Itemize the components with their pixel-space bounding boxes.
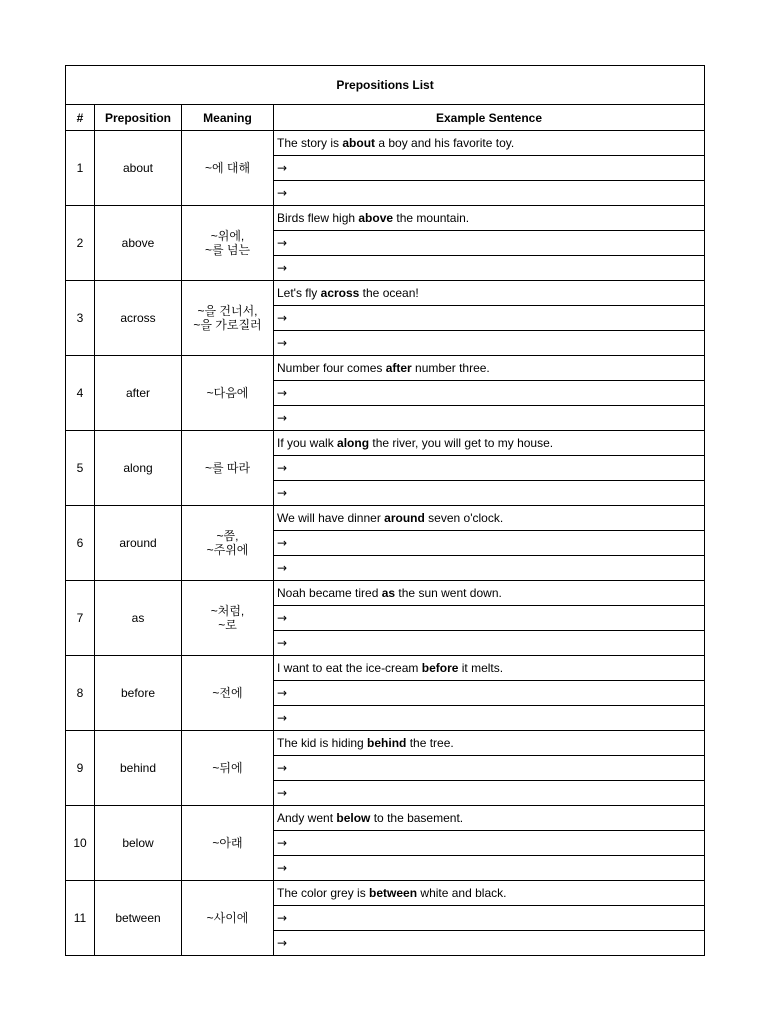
sentence-text: the sun went down.: [395, 586, 502, 600]
arrow-icon: →: [277, 936, 288, 950]
sentence-keyword: below: [336, 811, 371, 825]
arrow-icon: →: [277, 486, 288, 500]
arrow-icon: →: [277, 336, 288, 350]
sentence-text: If you walk: [277, 436, 338, 450]
arrow-icon: →: [277, 611, 288, 625]
preposition-word: before: [95, 656, 182, 731]
table-row: [66, 581, 705, 606]
sentence-text: Let's fly: [277, 286, 321, 300]
table-row: [66, 206, 705, 231]
meaning-cell: [182, 506, 274, 581]
arrow-icon: →: [277, 261, 288, 275]
answer-line[interactable]: [274, 681, 705, 706]
row-number: 8: [66, 656, 95, 731]
preposition-word: around: [95, 506, 182, 581]
table-row: [66, 356, 705, 381]
sentence-text: Number four comes: [277, 361, 386, 375]
preposition-word: below: [95, 806, 182, 881]
answer-line[interactable]: [274, 331, 705, 356]
meaning-line: ~아래: [212, 836, 243, 850]
table-row: [66, 806, 705, 831]
preposition-word: between: [95, 881, 182, 956]
sentence-text: number three.: [411, 361, 490, 375]
sentence-keyword: above: [358, 211, 394, 225]
sentence-text: I want to eat the ice-cream: [277, 661, 422, 675]
arrow-icon: →: [277, 536, 288, 550]
sentence-text: Noah became tired: [277, 586, 382, 600]
answer-line[interactable]: [274, 381, 705, 406]
table-row: [66, 506, 705, 531]
example-sentence: [274, 356, 705, 381]
answer-line[interactable]: [274, 906, 705, 931]
table-row: [66, 881, 705, 906]
sentence-text: it melts.: [458, 661, 504, 675]
example-sentence: [274, 206, 705, 231]
answer-line[interactable]: [274, 456, 705, 481]
header-number: #: [66, 105, 95, 131]
sentence-text: We will have dinner: [277, 511, 385, 525]
row-number: 11: [66, 881, 95, 956]
meaning-line: ~를 넘는: [204, 243, 251, 257]
sentence-text: white and black.: [417, 886, 507, 900]
example-sentence: [274, 881, 705, 906]
table-row: [66, 656, 705, 681]
preposition-word: along: [95, 431, 182, 506]
sentence-text: the tree.: [406, 736, 454, 750]
preposition-word: about: [95, 131, 182, 206]
worksheet: [65, 65, 704, 950]
answer-line[interactable]: [274, 256, 705, 281]
answer-line[interactable]: [274, 531, 705, 556]
row-number: 9: [66, 731, 95, 806]
meaning-line: ~위에,: [210, 229, 245, 243]
answer-line[interactable]: [274, 156, 705, 181]
sentence-text: The kid is hiding: [277, 736, 368, 750]
example-sentence: [274, 281, 705, 306]
meaning-line: ~에 대해: [204, 161, 251, 175]
preposition-word: as: [95, 581, 182, 656]
arrow-icon: →: [277, 636, 288, 650]
row-number: 6: [66, 506, 95, 581]
row-number: 5: [66, 431, 95, 506]
row-number: 4: [66, 356, 95, 431]
table-title: Prepositions List: [66, 66, 705, 105]
row-number: 1: [66, 131, 95, 206]
sentence-keyword: between: [369, 886, 418, 900]
meaning-line: ~을 건너서,: [197, 304, 258, 318]
sentence-text: Birds flew high: [277, 211, 359, 225]
arrow-icon: →: [277, 786, 288, 800]
table-row: [66, 731, 705, 756]
preposition-word: above: [95, 206, 182, 281]
answer-line[interactable]: [274, 856, 705, 881]
meaning-line: ~뒤에: [212, 761, 243, 775]
header-meaning: Meaning: [182, 105, 274, 131]
header-preposition: Preposition: [95, 105, 182, 131]
meaning-cell: [182, 131, 274, 206]
arrow-icon: →: [277, 186, 288, 200]
meaning-line: ~쯤,: [216, 529, 239, 543]
row-number: 2: [66, 206, 95, 281]
row-number: 7: [66, 581, 95, 656]
meaning-cell: [182, 881, 274, 956]
answer-line[interactable]: [274, 231, 705, 256]
preposition-word: behind: [95, 731, 182, 806]
meaning-line: ~전에: [212, 686, 243, 700]
meaning-line: ~를 따라: [204, 461, 251, 475]
meaning-cell: [182, 731, 274, 806]
example-sentence: [274, 731, 705, 756]
arrow-icon: →: [277, 161, 288, 175]
arrow-icon: →: [277, 836, 288, 850]
arrow-icon: →: [277, 711, 288, 725]
answer-line[interactable]: [274, 181, 705, 206]
answer-line[interactable]: [274, 306, 705, 331]
table-row: [66, 431, 705, 456]
sentence-keyword: around: [384, 511, 425, 525]
meaning-line: ~로: [218, 618, 237, 632]
answer-line[interactable]: [274, 781, 705, 806]
meaning-line: ~다음에: [206, 386, 249, 400]
arrow-icon: →: [277, 461, 288, 475]
arrow-icon: →: [277, 311, 288, 325]
example-sentence: [274, 806, 705, 831]
answer-line[interactable]: [274, 756, 705, 781]
meaning-line: ~을 가로질러: [193, 318, 262, 332]
sentence-keyword: along: [337, 436, 370, 450]
meaning-cell: [182, 281, 274, 356]
answer-line[interactable]: [274, 556, 705, 581]
sentence-keyword: after: [385, 361, 412, 375]
table-row: [66, 131, 705, 156]
example-sentence: [274, 431, 705, 456]
sentence-text: Andy went: [277, 811, 337, 825]
preposition-word: after: [95, 356, 182, 431]
example-sentence: [274, 131, 705, 156]
meaning-cell: [182, 581, 274, 656]
example-sentence: [274, 506, 705, 531]
sentence-keyword: before: [421, 661, 459, 675]
sentence-text: The color grey is: [277, 886, 370, 900]
example-sentence: [274, 581, 705, 606]
arrow-icon: →: [277, 861, 288, 875]
answer-line[interactable]: [274, 406, 705, 431]
arrow-icon: →: [277, 686, 288, 700]
meaning-line: ~사이에: [206, 911, 249, 925]
sentence-text: the ocean!: [359, 286, 419, 300]
header-row: [66, 105, 705, 131]
sentence-keyword: as: [381, 586, 396, 600]
row-number: 10: [66, 806, 95, 881]
meaning-cell: [182, 806, 274, 881]
sentence-keyword: about: [342, 136, 376, 150]
preposition-word: across: [95, 281, 182, 356]
sentence-text: the river, you will get to my house.: [369, 436, 554, 450]
sentence-text: the mountain.: [393, 211, 470, 225]
prepositions-table: [65, 65, 705, 956]
arrow-icon: →: [277, 761, 288, 775]
answer-line[interactable]: [274, 631, 705, 656]
sentence-text: seven o'clock.: [424, 511, 504, 525]
arrow-icon: →: [277, 561, 288, 575]
sentence-text: to the basement.: [370, 811, 464, 825]
arrow-icon: →: [277, 386, 288, 400]
sentence-text: The story is: [277, 136, 343, 150]
meaning-cell: [182, 431, 274, 506]
arrow-icon: →: [277, 236, 288, 250]
header-example-sentence: Example Sentence: [274, 105, 705, 131]
meaning-line: ~처럼,: [210, 604, 245, 618]
row-number: 3: [66, 281, 95, 356]
example-sentence: [274, 656, 705, 681]
meaning-cell: [182, 356, 274, 431]
answer-line[interactable]: [274, 606, 705, 631]
arrow-icon: →: [277, 911, 288, 925]
sentence-text: a boy and his favorite toy.: [375, 136, 515, 150]
answer-line[interactable]: [274, 931, 705, 956]
meaning-cell: [182, 656, 274, 731]
table-row: [66, 281, 705, 306]
answer-line[interactable]: [274, 706, 705, 731]
meaning-line: ~주위에: [206, 543, 249, 557]
meaning-cell: [182, 206, 274, 281]
answer-line[interactable]: [274, 481, 705, 506]
arrow-icon: →: [277, 411, 288, 425]
answer-line[interactable]: [274, 831, 705, 856]
sentence-keyword: behind: [367, 736, 407, 750]
sentence-keyword: across: [320, 286, 360, 300]
